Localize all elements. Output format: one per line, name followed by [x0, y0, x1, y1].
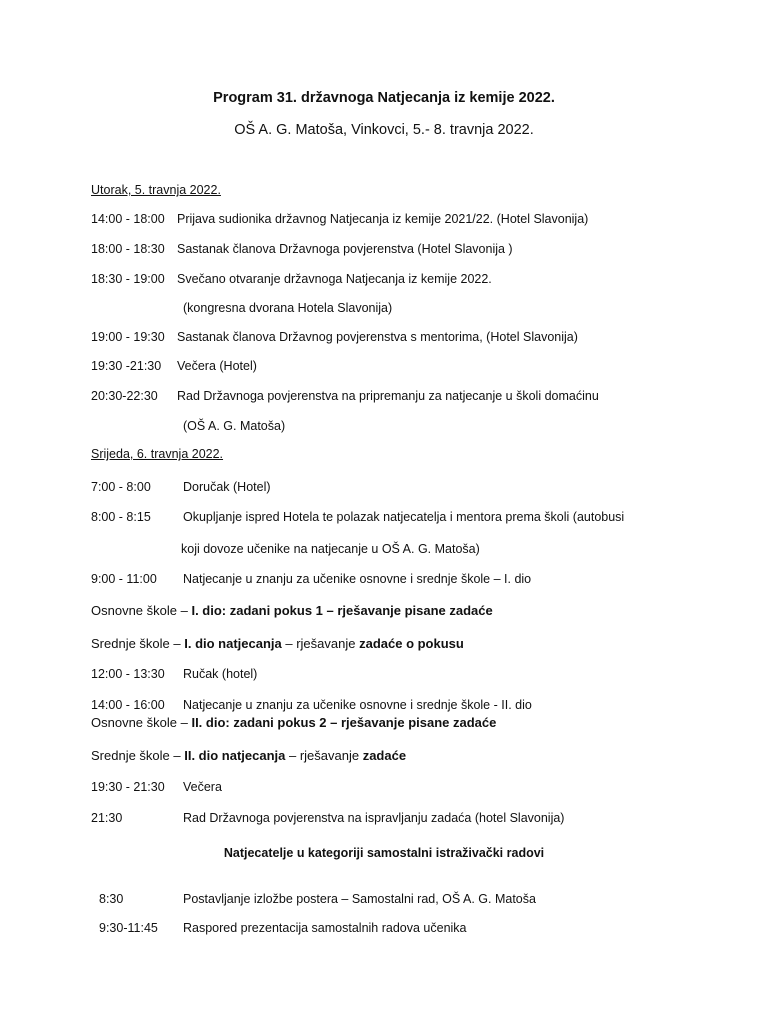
row-time: 18:30 - 19:00: [91, 272, 165, 286]
row-desc: Svečano otvaranje državnoga Natjecanja iz kemije 2022.: [177, 272, 492, 286]
row-desc: Rad Državnoga povjerenstva na ispravljanju zadaća (hotel Slavonija): [183, 811, 565, 825]
page-subtitle: OŠ A. G. Matoša, Vinkovci, 5.- 8. travnja 2022.: [234, 122, 534, 138]
row-time: 14:00 - 16:00: [91, 698, 165, 712]
row-desc: Raspored prezentacija samostalnih radova učenika: [183, 921, 467, 935]
row-desc: Rad Državnoga povjerenstva na pripremanju za natjecanje u školi domaćinu: [177, 389, 599, 403]
section-label: Osnovne škole –: [91, 715, 192, 730]
section-text: I. dio natjecanja: [184, 636, 282, 651]
section-text: – rješavanje: [285, 748, 363, 763]
row-time: 9:00 - 11:00: [91, 572, 157, 586]
page-title: Program 31. državnoga Natjecanja iz kemije 2022.: [213, 90, 555, 106]
row-time: 7:00 - 8:00: [91, 480, 151, 494]
row-desc: Okupljanje ispred Hotela te polazak natjecatelja i mentora prema školi (autobusi: [183, 510, 625, 524]
section-secondary-part2: [91, 748, 406, 763]
section-text: zadaće: [362, 748, 407, 763]
row-desc: Večera: [183, 780, 222, 794]
row-desc: Doručak (Hotel): [183, 480, 271, 494]
row-desc-continued: (OŠ A. G. Matoša): [183, 419, 286, 433]
section-primary-part1: [91, 603, 493, 618]
row-time: 19:00 - 19:30: [91, 330, 165, 344]
row-desc: Večera (Hotel): [177, 359, 257, 373]
section-label: Srednje škole –: [91, 636, 185, 651]
row-time: 9:30-11:45: [99, 921, 158, 935]
day1-heading: Utorak, 5. travnja 2022.: [91, 183, 221, 197]
row-desc: Postavljanje izložbe postera – Samostalni rad, OŠ A. G. Matoša: [183, 892, 536, 906]
row-desc: Natjecanje u znanju za učenike osnovne i srednje škole – I. dio: [183, 572, 532, 586]
row-time: 21:30: [91, 811, 123, 825]
row-time: 20:30-22:30: [91, 389, 158, 403]
day2-heading: Srijeda, 6. travnja 2022.: [91, 447, 224, 461]
research-heading: Natjecatelje u kategoriji samostalni istraživački radovi: [223, 846, 545, 860]
row-time: 12:00 - 13:30: [91, 667, 165, 681]
row-time: 14:00 - 18:00: [91, 212, 165, 226]
section-text: II. dio: zadani pokus 2 – rješavanje pisane zadaće: [191, 715, 497, 730]
row-desc: Natjecanje u znanju za učenike osnovne i srednje škole - II. dio: [183, 698, 532, 712]
row-time: 8:00 - 8:15: [91, 510, 151, 524]
section-secondary-part1: [91, 636, 464, 651]
section-text: zadaće o pokusu: [359, 636, 464, 651]
row-time: 19:30 - 21:30: [91, 780, 165, 794]
section-text: – rješavanje: [281, 636, 360, 651]
row-time: 18:00 - 18:30: [91, 242, 165, 256]
row-desc: Sastanak članova Državnoga povjerenstva (Hotel Slavonija ): [177, 242, 513, 256]
section-primary-part2: [91, 715, 496, 730]
section-label: Srednje škole –: [91, 748, 185, 763]
section-label: Osnovne škole –: [91, 603, 192, 618]
row-time: 8:30: [99, 892, 124, 906]
row-desc: Ručak (hotel): [183, 667, 258, 681]
row-desc-continued: koji dovoze učenike na natjecanje u OŠ A. G. Matoša): [181, 542, 480, 556]
row-desc-continued: (kongresna dvorana Hotela Slavonija): [183, 301, 393, 315]
row-time: 19:30 -21:30: [91, 359, 162, 373]
section-text: II. dio natjecanja: [184, 748, 286, 763]
row-desc: Prijava sudionika državnog Natjecanja iz kemije 2021/22. (Hotel Slavonija): [177, 212, 589, 226]
row-desc: Sastanak članova Državnog povjerenstva s mentorima, (Hotel Slavonija): [177, 330, 578, 344]
section-text: I. dio: zadani pokus 1 – rješavanje pisane zadaće: [191, 603, 493, 618]
